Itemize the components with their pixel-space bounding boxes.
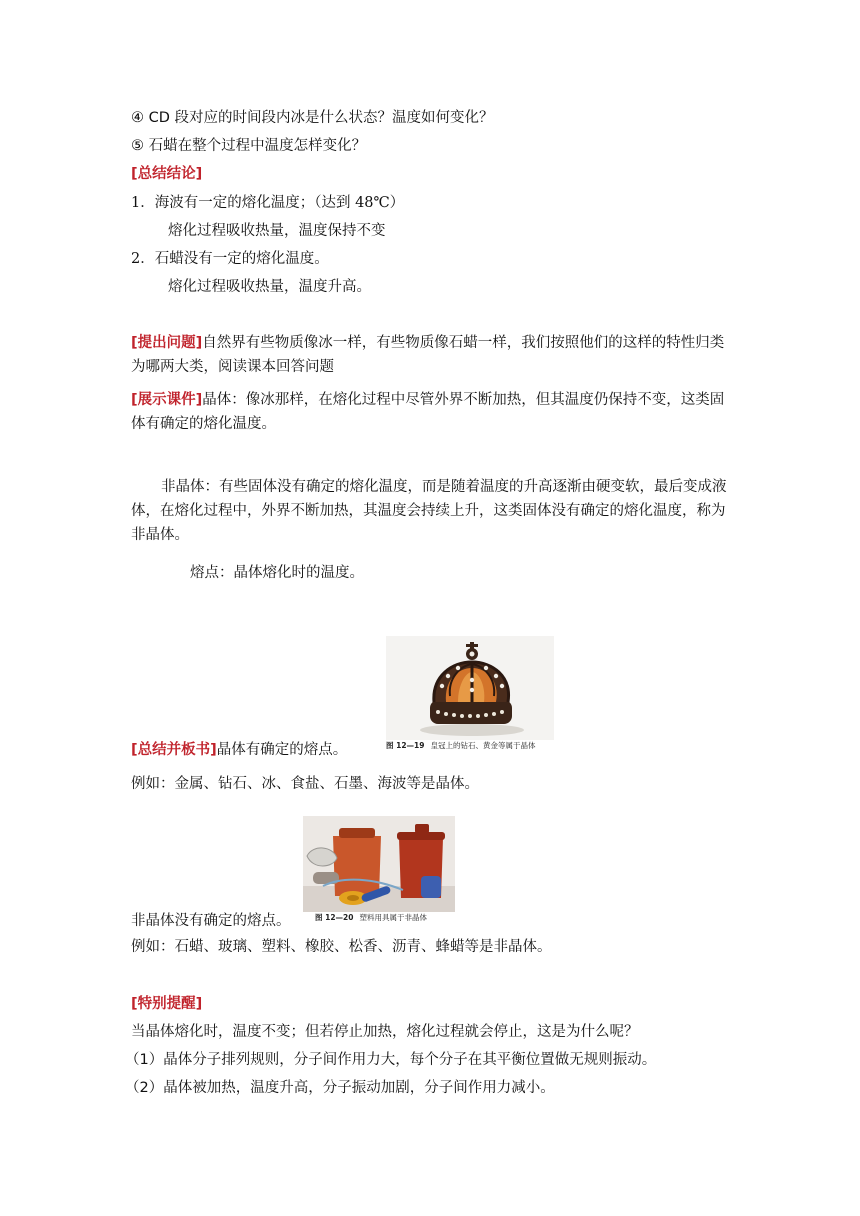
summary-tag: [总结结论]	[131, 166, 203, 182]
courseware-text: 晶体：像冰那样，在熔化过程中尽管外界不断加热，但其温度仍保持不变，这类固体有确定的熔化温度。	[131, 392, 725, 432]
figure-crown	[386, 636, 554, 754]
question-4: ④ CD 段对应的时间段内冰是什么状态？温度如何变化？	[131, 110, 494, 126]
summary-item-2: 2．石蜡没有一定的熔化温度。	[131, 251, 329, 267]
question-paragraph	[131, 331, 733, 379]
figure-crown-text: 皇冠上的钻石、黄金等属于晶体	[430, 741, 536, 750]
question-tag: [提出问题]	[131, 335, 203, 351]
reminder-point-2: （2）晶体被加热，温度升高，分子振动加剧，分子间作用力减小。	[125, 1080, 555, 1096]
courseware-tag: [展示课件]	[131, 392, 203, 408]
amorphous-examples: 例如：石蜡、玻璃、塑料、橡胶、松香、沥青、蜂蜡等是非晶体。	[131, 939, 552, 955]
reminder-question: 当晶体熔化时，温度不变；但若停止加热，熔化过程就会停止，这是为什么呢？	[131, 1024, 639, 1040]
question-text: 自然界有些物质像冰一样，有些物质像石蜡一样，我们按照他们的这样的特性归类为哪两大类，阅读课本回答问题	[131, 335, 725, 375]
melting-point-definition: 熔点：晶体熔化时的温度。	[190, 565, 364, 581]
courseware-paragraph	[131, 388, 733, 436]
question-5: ⑤ 石蜡在整个过程中温度怎样变化？	[131, 138, 367, 154]
reminder-point-1: （1）晶体分子排列规则，分子间作用力大，每个分子在其平衡位置做无规则振动。	[125, 1052, 657, 1068]
figure-crown-number: 图 12—19	[386, 741, 425, 750]
plastics-image	[303, 816, 455, 912]
board-text: 晶体有确定的熔点。	[216, 742, 348, 758]
figure-plastics-caption	[315, 912, 427, 923]
figure-plastics-text: 塑料用具属于非晶体	[359, 913, 427, 922]
figure-plastics-number: 图 12—20	[315, 913, 354, 922]
summary-item-2-sub: 熔化过程吸收热量，温度升高。	[168, 279, 371, 295]
crystal-examples: 例如：金属、钻石、冰、食盐、石墨、海波等是晶体。	[131, 776, 479, 792]
figure-plastics	[303, 816, 455, 926]
amorphous-line: 非晶体没有确定的熔点。	[131, 913, 291, 929]
amorphous-definition: 非晶体：有些固体没有确定的熔化温度，而是随着温度的升高逐渐由硬变软，最后变成液体，在熔化过程中，外界不断加热，其温度会持续上升，这类固体没有确定的熔化温度，称为非晶体。	[131, 479, 727, 543]
summary-item-1-sub: 熔化过程吸收热量，温度保持不变	[168, 223, 386, 239]
figure-crown-caption	[386, 740, 536, 751]
summary-item-1: 1．海波有一定的熔化温度；（达到 48℃）	[131, 195, 405, 211]
crown-image	[386, 636, 554, 740]
board-line	[131, 740, 347, 760]
board-tag: [总结并板书]	[131, 742, 217, 758]
reminder-tag: [特别提醒]	[131, 996, 203, 1012]
